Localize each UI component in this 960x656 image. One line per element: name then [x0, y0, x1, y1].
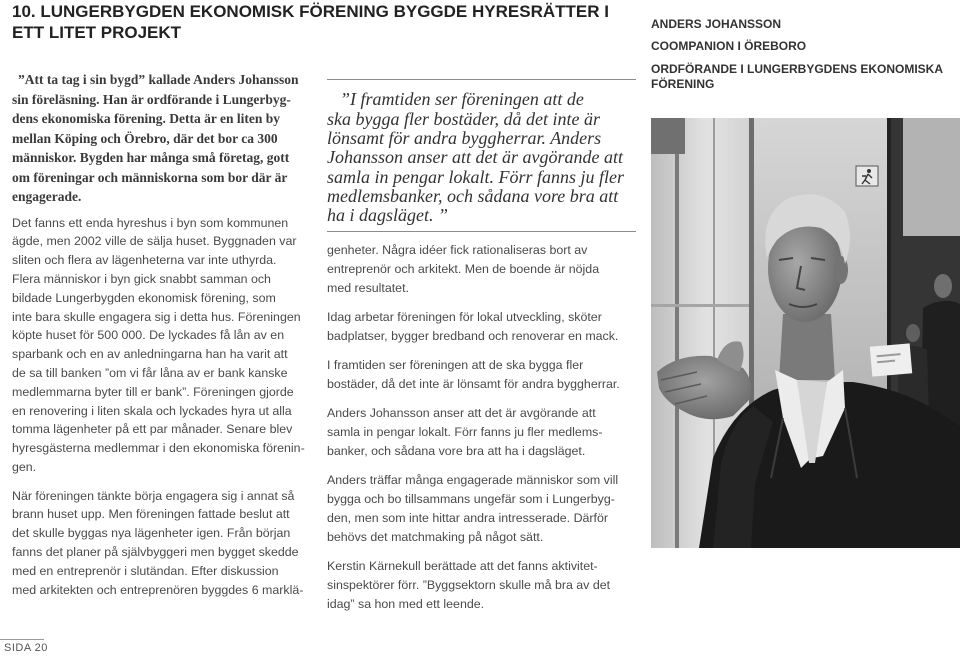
- body-line: bildade Lungerbygden ekonomisk förening, som: [12, 290, 276, 305]
- body-line: inte bara skulle engagera sig i detta hus. Föreningen: [12, 309, 301, 324]
- intro-line: dens ekonomiska förening. Detta är en liten by: [12, 111, 281, 126]
- pull-quote-line: Johansson anser att det är avgörande att: [327, 147, 623, 168]
- body-line: bostäder, då det inte är lönsamt för andra byggherrar.: [327, 376, 620, 391]
- intro-line: mellan Köping och Örebro, där det bor ca 300: [12, 130, 278, 146]
- body-line: med arkitekten och entreprenören byggdes 6 marklä-: [12, 582, 304, 597]
- body-line: När föreningen tänkte börja engagera sig i annat så: [12, 488, 295, 503]
- body-line: Anders träffar många engagerade människor som vill: [327, 472, 619, 487]
- body-line: tomma lägenheter på ett par månader. Senare blev: [12, 422, 293, 437]
- intro-line: sin föreläsning. Han är ordförande i Lungerbyg-: [12, 91, 291, 107]
- body-line: ägde, men 2002 ville de sälja huset. Byggnaden var: [12, 234, 297, 249]
- body-line: genheter. Några idéer fick rationaliseras bort av: [327, 242, 588, 257]
- left-body-paragraph: [12, 487, 312, 600]
- middle-body-paragraph: [327, 308, 636, 346]
- pull-quote: [327, 90, 636, 225]
- intro-line: människor. Bygden har många små företag, gott: [12, 150, 290, 165]
- body-line: idag” sa hon med ett leende.: [327, 596, 485, 611]
- pull-quote-line: ha i dagsläget. ”: [327, 205, 449, 226]
- body-line: behövs det matchmaking på något sätt.: [327, 529, 544, 544]
- pull-quote-line: lönsamt för andra byggherrar. Anders: [327, 127, 602, 148]
- middle-body-paragraph: [327, 557, 636, 614]
- body-line: sparbank och en av anledningarna han ha varit att: [12, 347, 288, 362]
- door-line: [675, 154, 679, 548]
- middle-body-paragraph: [327, 241, 636, 298]
- body-line: det skulle byggas nya lägenheter igen. Från början: [12, 526, 291, 541]
- pull-quote-line: ”I framtiden ser föreningen att de: [340, 89, 584, 110]
- middle-body-paragraph: [327, 356, 636, 394]
- body-line: hyresgästerna medlemmar i den ekonomiska förenin-: [12, 441, 305, 456]
- name-badge: [870, 343, 912, 376]
- left-body-paragraph: [12, 214, 312, 477]
- door-frame-top: [651, 118, 685, 154]
- body-line: köpte huset för 500 000. De lyckades få lån av en: [12, 328, 285, 343]
- intro-line: om föreningar och människorna som bor där är: [12, 169, 288, 185]
- body-line: I framtiden ser föreningen att de ska bygga fler: [327, 357, 584, 372]
- body-line: entreprenör och arkitekt. Men de boende är nöjda: [327, 261, 600, 276]
- body-line: gen.: [12, 459, 37, 474]
- pull-quote-rule-bottom: [327, 231, 636, 232]
- door-bar: [651, 304, 749, 307]
- body-line: banker, och sådana vore bra att ha i dagsläget.: [327, 443, 586, 458]
- portrait-photo: [651, 118, 960, 548]
- body-line: bygga och bo tillsammans ungefär som i Lungerbyg-: [327, 491, 615, 506]
- intro-paragraph: [12, 70, 312, 207]
- exit-sign-icon: [856, 166, 878, 186]
- body-line: Idag arbetar föreningen för lokal utveckling, sköter: [327, 309, 602, 324]
- profile-organization: COOMPANION I ÖREBORO: [651, 39, 807, 53]
- window-light: [903, 118, 960, 236]
- body-line: Anders Johansson anser att det är avgörande att: [327, 405, 596, 420]
- intro-line: ”Att ta tag i sin bygd” kallade Anders Johansson: [18, 72, 299, 87]
- body-line: Flera människor i byn gick snabbt samman och: [12, 271, 271, 286]
- body-line: Det fanns ett enda hyreshus i byn som kommunen: [12, 215, 289, 230]
- body-line: sliten och flera av lägenheterna var inte uthyrda.: [12, 253, 277, 268]
- body-line: de sa till banken ”om vi får låna av er bank kanske: [12, 365, 288, 380]
- profile-role: ORDFÖRANDE I LUNGERBYGDENS EKONOMISKA FÖRENING: [651, 62, 943, 91]
- body-line: fanns det planer på självbyggeri men bygget skedde: [12, 544, 299, 559]
- middle-body-paragraph: [327, 471, 636, 547]
- pull-quote-rule-top: [327, 79, 636, 80]
- pull-quote-line: ska bygga fler bostäder, då det inte är: [327, 108, 600, 129]
- body-line: en renovering i liten skala och lyckades hyra ut alla: [12, 403, 292, 418]
- body-line: Kerstin Kärnekull berättade att det fanns aktivitet-: [327, 558, 598, 573]
- pull-quote-line: medlemsbanker, och sådana vore bra att: [327, 185, 619, 206]
- body-line: samla in pengar lokalt. Förr fanns ju fler medlems-: [327, 424, 603, 439]
- middle-body-paragraph: [327, 404, 636, 461]
- pull-quote-line: samla in pengar lokalt. Förr fanns ju fler: [327, 166, 624, 187]
- neck: [779, 314, 835, 380]
- body-line: sinspektörer förr. ”Byggsektorn skulle må bra av det: [327, 577, 611, 592]
- page-number: SIDA 20: [4, 642, 48, 654]
- body-line: brann huset upp. Men föreningen fattade beslut att: [12, 507, 290, 522]
- body-line: badplatser, bygger bredband och renoverar en mack.: [327, 328, 619, 343]
- body-line: med resultatet.: [327, 280, 409, 295]
- intro-line: engagerade.: [12, 189, 82, 204]
- middle-body: [327, 241, 636, 624]
- body-line: medlemmarna byter till er bank”. Föreningen gjorde: [12, 384, 294, 399]
- footer-rule: [0, 639, 44, 640]
- article-title: 10. LUNGERBYGDEN EKONOMISK FÖRENING BYGGDE HYRESRÄTTER I ETT LITET PROJEKT: [12, 2, 609, 42]
- body-line: med en entreprenör i slutändan. Efter diskussion: [12, 563, 279, 578]
- body-line: den, men som inte hittar andra intresserade. Därför: [327, 510, 608, 525]
- profile-name: ANDERS JOHANSSON: [651, 17, 782, 31]
